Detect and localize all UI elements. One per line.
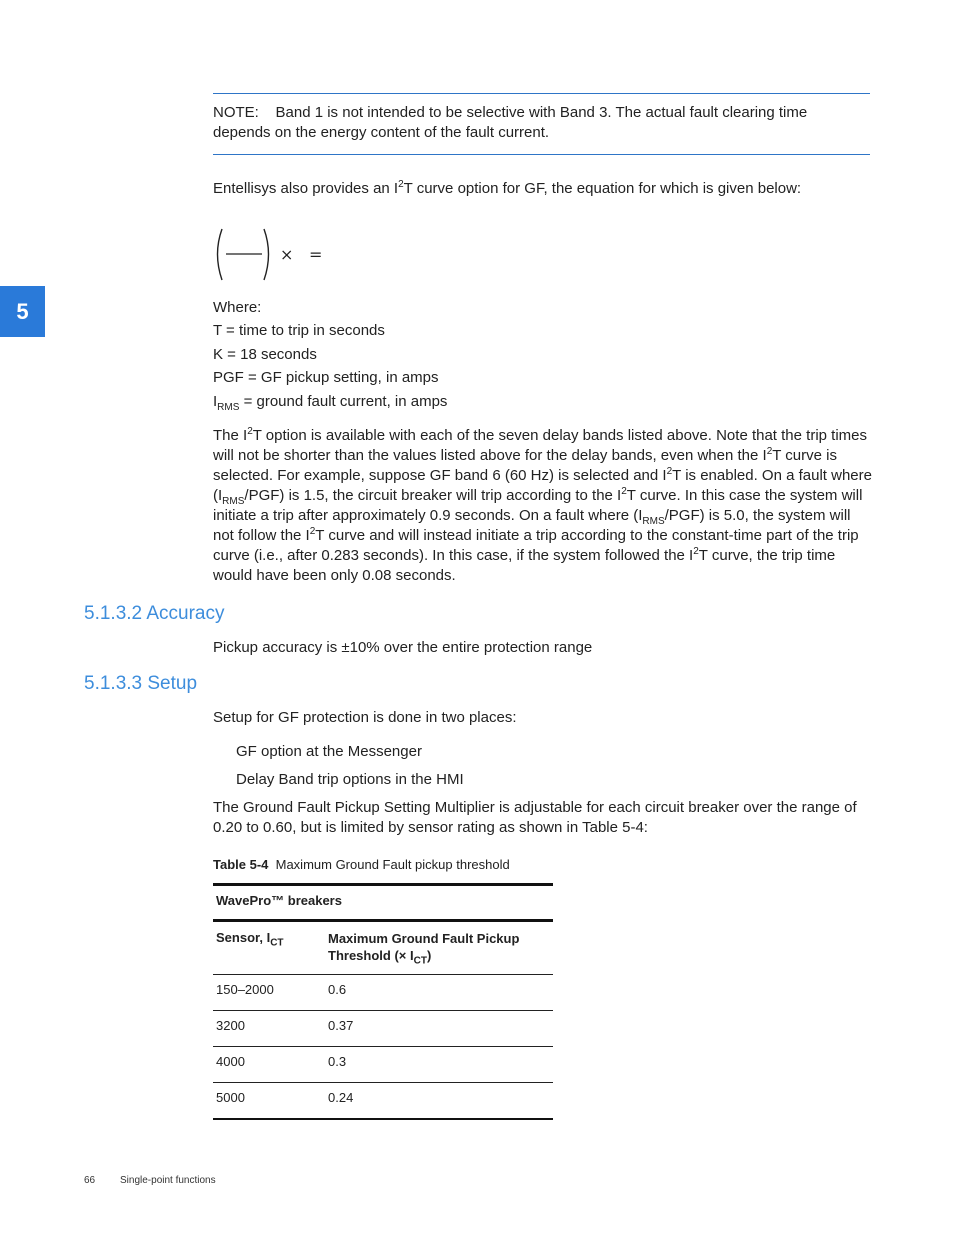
subscript: RMS bbox=[642, 516, 665, 527]
setup-list-item: GF option at the Messenger bbox=[236, 743, 422, 760]
header-text: Maximum Ground Fault Pickup bbox=[328, 931, 520, 946]
footer-section-title: Single-point functions bbox=[120, 1175, 216, 1186]
table-cell-threshold: 0.6 bbox=[328, 982, 347, 997]
header-text: Threshold (× I bbox=[328, 948, 414, 963]
intro-text-part: T curve option for GF, the equation for which is given below: bbox=[403, 180, 802, 197]
irms-definition: = ground fault current, in amps bbox=[239, 393, 448, 410]
table-cell-sensor: 3200 bbox=[216, 1018, 245, 1033]
paragraph-part: T is enabled. On a fault where (I bbox=[213, 467, 872, 504]
table-row bbox=[213, 1010, 553, 1046]
page-number: 66 bbox=[84, 1175, 96, 1186]
equation-equals: = bbox=[309, 245, 323, 264]
table-row bbox=[213, 1046, 553, 1082]
equation-graphic bbox=[212, 226, 332, 284]
note-text: Band 1 is not intended to be selective with Band 3. The actual fault clearing time depends on the energy content of the fault current. bbox=[213, 104, 808, 141]
superscript: 2 bbox=[309, 526, 316, 537]
equation-times: × bbox=[280, 245, 294, 264]
setup-list-item: Delay Band trip options in the HMI bbox=[236, 771, 464, 788]
intro-superscript: 2 bbox=[398, 179, 404, 190]
setup-heading: 5.1.3.3 Setup bbox=[84, 673, 198, 694]
table-header-row bbox=[213, 919, 553, 974]
table-row bbox=[213, 1082, 553, 1118]
ground-fault-table bbox=[213, 883, 553, 1122]
where-label: Where: bbox=[213, 299, 262, 316]
intro-text-part: Entellisys also provides an I bbox=[213, 180, 399, 197]
where-t: T = time to trip in seconds bbox=[213, 322, 385, 339]
header-text: Sensor, I bbox=[216, 930, 271, 945]
note-bottom-rule bbox=[213, 154, 870, 155]
note-top-rule bbox=[213, 93, 870, 94]
superscript: 2 bbox=[621, 486, 627, 497]
where-irms bbox=[213, 392, 447, 412]
paragraph-part: /PGF) is 1.5, the circuit breaker will trip according to the I bbox=[244, 487, 622, 504]
header-subscript: CT bbox=[270, 937, 284, 949]
paragraph-part: T curve, the trip time would have been only 0.08 seconds. bbox=[213, 547, 836, 584]
table-col-sensor-header bbox=[216, 930, 284, 949]
superscript: 2 bbox=[766, 446, 773, 457]
table-cell-sensor: 5000 bbox=[216, 1090, 245, 1105]
i2t-paragraph bbox=[213, 426, 873, 586]
paragraph-part: /PGF) is 5.0, the system will not follow the I bbox=[213, 507, 851, 544]
table-cell-threshold: 0.24 bbox=[328, 1090, 354, 1105]
note-label: NOTE: bbox=[213, 104, 259, 121]
irms-symbol: I bbox=[213, 393, 218, 410]
superscript: 2 bbox=[693, 546, 699, 557]
superscript: 2 bbox=[666, 466, 673, 477]
where-k: K = 18 seconds bbox=[213, 346, 317, 363]
table-col-threshold-header bbox=[328, 930, 520, 967]
table-group-header-row bbox=[213, 883, 553, 919]
header-text: ) bbox=[426, 948, 432, 963]
chapter-tab: 5 bbox=[0, 286, 45, 337]
table-cell-threshold: 0.37 bbox=[328, 1018, 354, 1033]
accuracy-text: Pickup accuracy is ±10% over the entire protection range bbox=[213, 639, 593, 656]
where-pgf: PGF = GF pickup setting, in amps bbox=[213, 369, 439, 386]
multiplier-text: The Ground Fault Pickup Setting Multiplier is adjustable for each circuit breaker over the range of 0.20 to 0.60, but is limited by sensor rating as shown in Table 5-4: bbox=[213, 799, 857, 836]
note-block bbox=[213, 103, 853, 143]
table-row bbox=[213, 974, 553, 1010]
table-cell-sensor: 150–2000 bbox=[216, 982, 274, 997]
subscript: RMS bbox=[222, 496, 245, 507]
table-group-header: WavePro™ breakers bbox=[216, 893, 342, 908]
superscript: 2 bbox=[247, 426, 253, 437]
paragraph-part: T option is available with each of the seven delay bands listed above. Note that the trip times will not be shorter than the values listed above for the delay bands, even when the I bbox=[213, 427, 868, 464]
table-cell-sensor: 4000 bbox=[216, 1054, 245, 1069]
paragraph-part: The I bbox=[213, 427, 248, 444]
setup-intro: Setup for GF protection is done in two places: bbox=[213, 709, 517, 726]
table-caption-label: Table 5-4 bbox=[213, 857, 269, 872]
header-subscript: CT bbox=[413, 955, 427, 967]
paragraph-part: T curve and will instead initiate a trip according to the constant-time part of the trip curve (i.e., after 0.283 seconds). In this case, if the system followed the I bbox=[213, 527, 859, 564]
paragraph-part: T curve. In this case the system will initiate a trip after approximately 0.9 seconds. On a fault where (I bbox=[213, 487, 863, 524]
paragraph-part: T curve is selected. For example, suppose GF band 6 (60 Hz) is selected and I bbox=[213, 447, 837, 484]
accuracy-heading: 5.1.3.2 Accuracy bbox=[84, 603, 225, 624]
table-cell-threshold: 0.3 bbox=[328, 1054, 347, 1069]
irms-subscript: RMS bbox=[217, 402, 240, 413]
intro-text bbox=[213, 179, 873, 199]
table-bottom-rule bbox=[213, 1118, 553, 1122]
table-caption-text: Maximum Ground Fault pickup threshold bbox=[275, 857, 510, 872]
table-caption bbox=[213, 857, 510, 872]
